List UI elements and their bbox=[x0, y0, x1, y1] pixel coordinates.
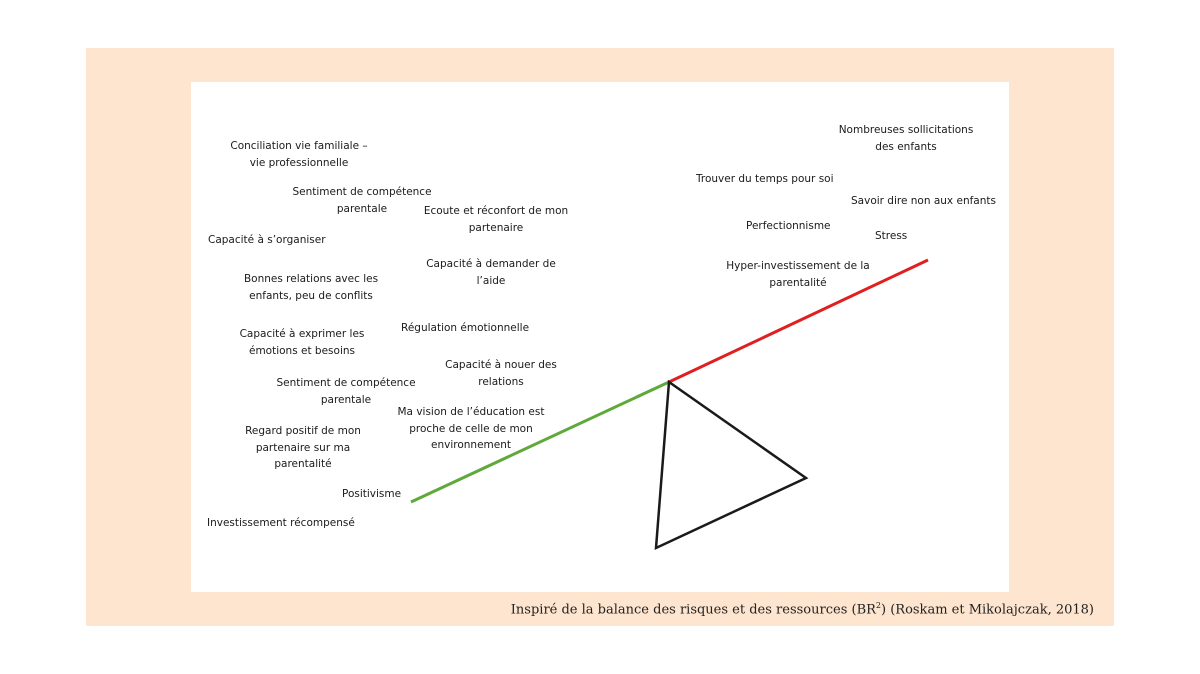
caption-text-end: ) (Roskam et Mikolajczak, 2018) bbox=[881, 602, 1094, 618]
resource-label: Capacité à demander de l’aide bbox=[426, 258, 556, 287]
resource-label: Capacité à nouer des relations bbox=[445, 359, 557, 388]
risk-label: Hyper-investissement de la parentalité bbox=[726, 260, 870, 289]
resource-label: Ecoute et réconfort de mon partenaire bbox=[423, 205, 569, 234]
risk-label: Perfectionnisme bbox=[746, 220, 831, 232]
resource-label: Conciliation vie familiale – vie professionnelle bbox=[230, 140, 368, 169]
balance-diagram-panel bbox=[191, 82, 1009, 592]
risk-label: Nombreuses sollicitations des enfants bbox=[838, 124, 974, 153]
resource-label: Regard positif de mon partenaire sur ma parentalité bbox=[245, 425, 361, 470]
resource-label: Sentiment de compétence parentale bbox=[276, 377, 416, 406]
risk-label: Trouver du temps pour soi bbox=[696, 173, 834, 185]
caption-superscript: 2 bbox=[875, 601, 881, 610]
figure-caption bbox=[511, 601, 1094, 617]
resource-label: Sentiment de compétence parentale bbox=[292, 186, 432, 215]
fulcrum-triangle bbox=[656, 382, 806, 548]
resource-label: Positivisme bbox=[342, 488, 402, 500]
resource-label: Capacité à s’organiser bbox=[208, 234, 326, 246]
resource-label: Bonnes relations avec les enfants, peu de conflits bbox=[243, 273, 379, 302]
resource-label: Ma vision de l’éducation est proche de celle de mon environnement bbox=[397, 406, 545, 451]
resource-label: Capacité à exprimer les émotions et besoins bbox=[239, 328, 365, 357]
caption-text-start: Inspiré de la balance des risques et des ressources (BR bbox=[510, 602, 876, 618]
resource-label: Régulation émotionnelle bbox=[401, 322, 530, 334]
risk-label: Savoir dire non aux enfants bbox=[851, 195, 996, 207]
risk-label: Stress bbox=[875, 230, 908, 242]
resource-label: Investissement récompensé bbox=[207, 517, 355, 529]
figure-frame bbox=[86, 48, 1114, 626]
